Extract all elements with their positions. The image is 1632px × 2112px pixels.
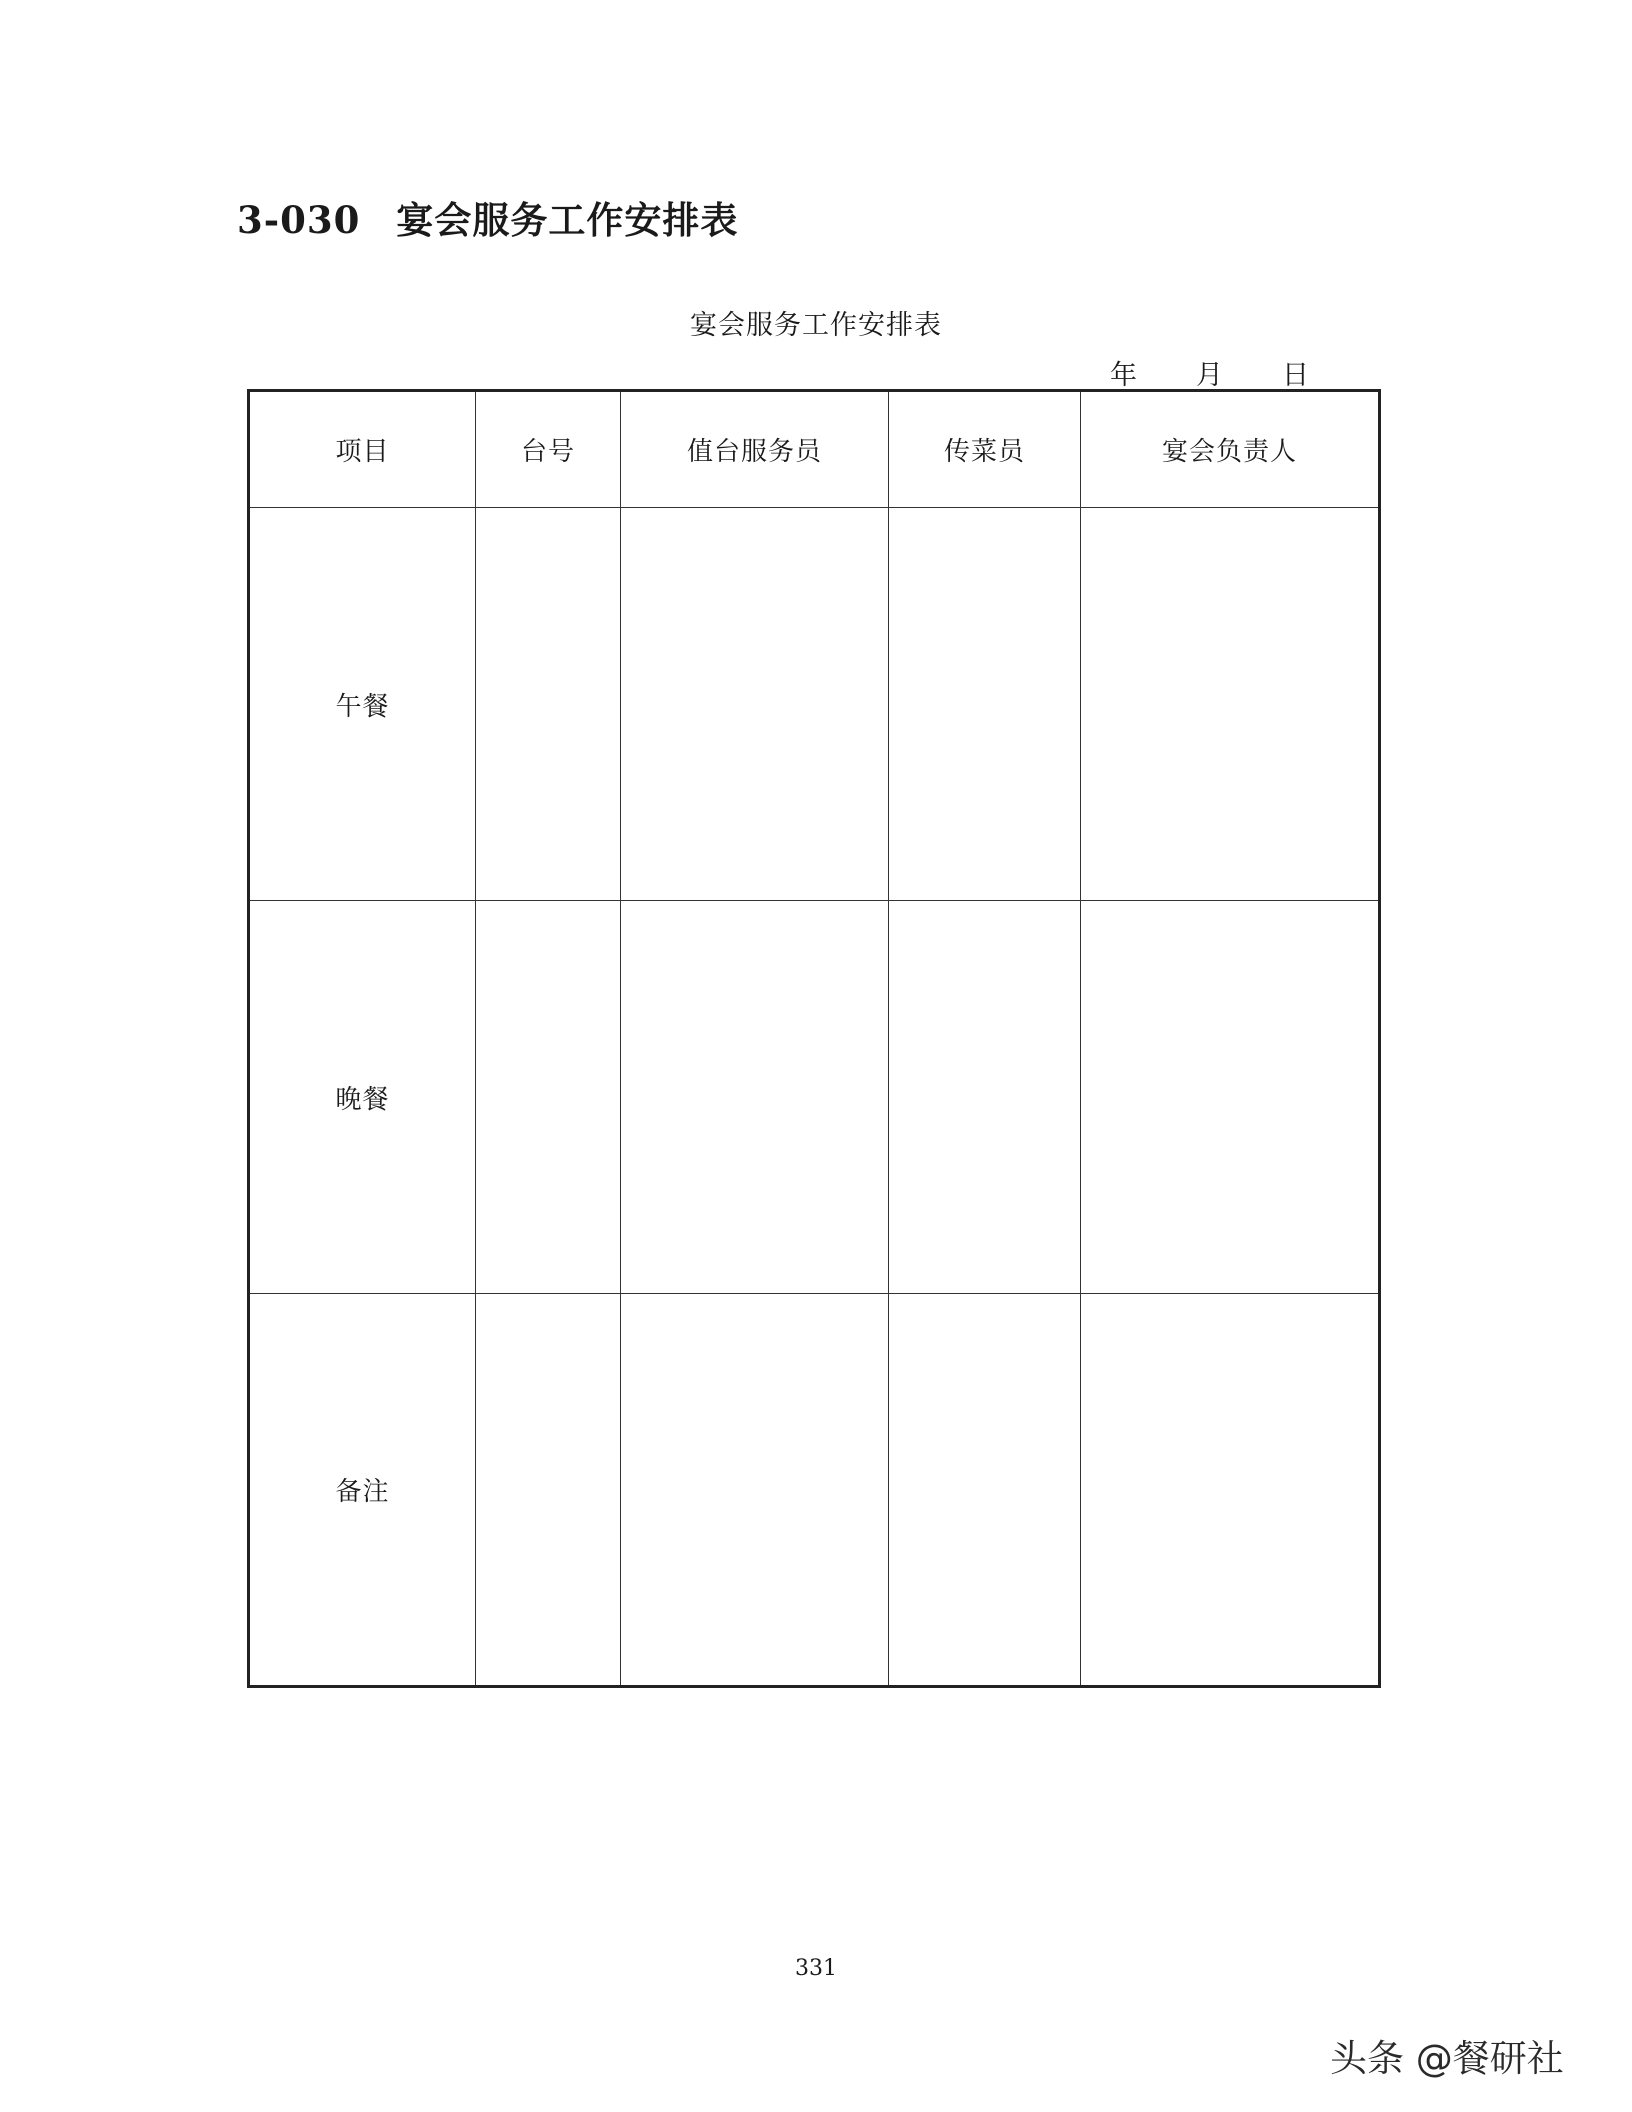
table-cell (1081, 1294, 1380, 1687)
table-cell (621, 508, 889, 901)
table-title: 宴会服务工作安排表 (690, 310, 942, 341)
page-number: 331 (795, 1956, 837, 1981)
table-cell (476, 508, 621, 901)
table-cell (476, 901, 621, 1294)
table-cell (621, 1294, 889, 1687)
table-cell (476, 1294, 621, 1687)
table-cell (1081, 901, 1380, 1294)
table-row-remarks (249, 1294, 1380, 1687)
row-label-lunch: 午餐 (249, 508, 476, 901)
table-cell (621, 901, 889, 1294)
table-row-lunch (249, 508, 1380, 901)
table-cell (889, 1294, 1081, 1687)
column-header-food-runner: 传菜员 (889, 391, 1081, 508)
banquet-schedule-table (247, 389, 1381, 1688)
table-cell (889, 508, 1081, 901)
date-line (1110, 353, 1320, 389)
watermark: 头条 @餐研社 (1330, 2037, 1564, 2080)
table-cell (889, 901, 1081, 1294)
row-label-remarks: 备注 (249, 1294, 476, 1687)
section-number: 3-030 (237, 198, 361, 242)
row-label-dinner: 晚餐 (249, 901, 476, 1294)
date-day-label: 日 (1282, 360, 1309, 391)
column-header-table-number: 台号 (476, 391, 621, 508)
column-header-table-server: 值台服务员 (621, 391, 889, 508)
section-heading (237, 190, 738, 244)
table-header-row (249, 391, 1380, 508)
date-month-label: 月 (1196, 360, 1223, 391)
date-year-label: 年 (1110, 360, 1137, 391)
table-row-dinner (249, 901, 1380, 1294)
column-header-item: 项目 (249, 391, 476, 508)
table-cell (1081, 508, 1380, 901)
column-header-banquet-manager: 宴会负责人 (1081, 391, 1380, 508)
section-title: 宴会服务工作安排表 (396, 198, 739, 242)
